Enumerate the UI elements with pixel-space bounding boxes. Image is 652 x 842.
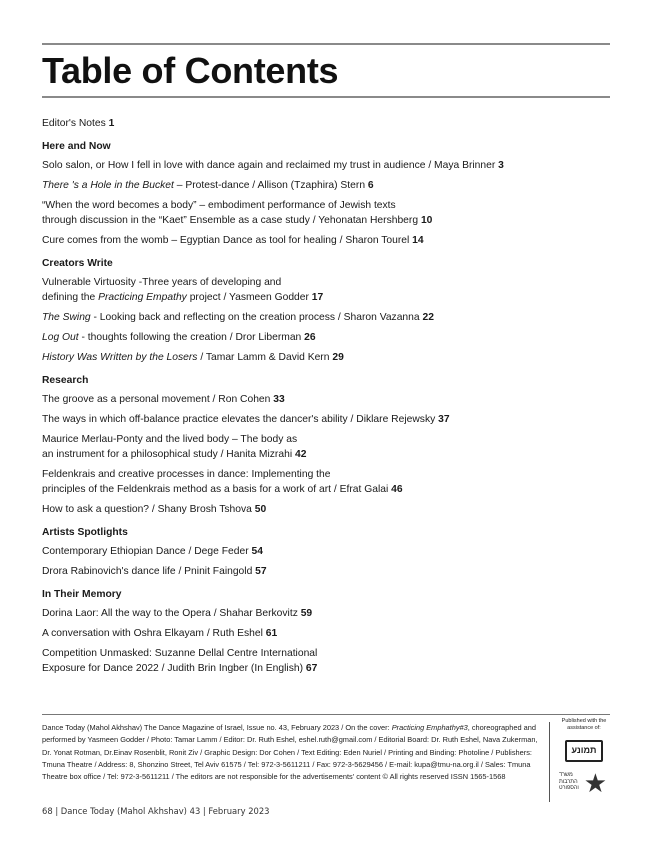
entry-title: Editor's Notes xyxy=(42,118,106,129)
page-number: 42 xyxy=(294,449,307,460)
section-heading: In Their Memory xyxy=(42,589,122,600)
page-title: Table of Contents xyxy=(42,50,339,91)
top-rule xyxy=(42,43,610,45)
colophon xyxy=(42,722,544,783)
toc-entry[interactable] xyxy=(42,606,612,621)
page-number: 14 xyxy=(412,235,424,246)
table-of-contents xyxy=(42,116,612,681)
page-number: 33 xyxy=(273,394,285,405)
sponsor-logos xyxy=(556,718,612,798)
page-number: 26 xyxy=(304,332,316,343)
toc-entry[interactable] xyxy=(42,392,612,407)
entry-text: Dorina Laor: All the way to the Opera / Shahar Berkovitz xyxy=(42,608,301,619)
toc-entry[interactable] xyxy=(42,544,612,559)
tmuna-logo: תמונע xyxy=(565,740,603,762)
entry-text: - thoughts following the creation / Dror Liberman xyxy=(78,332,305,343)
page-number: 3 xyxy=(498,160,504,171)
toc-entry[interactable] xyxy=(42,467,612,497)
entry-text: - Looking back and reflecting on the creation process / Sharon Vazanna xyxy=(90,312,423,323)
toc-entry[interactable] xyxy=(42,412,612,427)
toc-entry[interactable] xyxy=(42,275,612,305)
page-number: 6 xyxy=(367,180,374,191)
toc-entry[interactable] xyxy=(42,198,612,228)
entry-text: Exposure for Dance 2022 / Judith Brin Ingber (In English) xyxy=(42,663,306,674)
page-number: 61 xyxy=(265,628,278,639)
work-title: History Was Written by the Losers xyxy=(42,352,198,363)
entry-text: Contemporary Ethiopian Dance / Dege Feder xyxy=(42,546,252,557)
entry-text: A conversation with Oshra Elkayam / Ruth Eshel xyxy=(42,628,266,639)
entry-text: The ways in which off-balance practice elevates the dancer's ability / Diklare Rejewsky xyxy=(42,414,439,425)
entry-text: project / Yasmeen Godder xyxy=(186,292,312,303)
page-number: 22 xyxy=(422,312,434,323)
toc-entry[interactable] xyxy=(42,310,612,325)
toc-entry[interactable] xyxy=(42,502,612,517)
entry-text: The groove as a personal movement / Ron Cohen xyxy=(42,394,274,405)
page-number: 10 xyxy=(420,215,433,226)
toc-entry[interactable] xyxy=(42,158,612,173)
entry-text: through discussion in the “Kaet” Ensemble as a case study / Yehonatan Hershberg xyxy=(42,215,421,226)
page-number: 1 xyxy=(108,118,115,129)
ministry-name: משרד התרבות והספורט xyxy=(559,772,579,791)
sponsor-label: Published with the assistance of: xyxy=(561,718,607,731)
colophon-text-cont: , choreographed and performed by Yasmeen Godder / Photo: Tamar Lamm / Editor: Dr. Ruth Eshel, eshel.ruth@gmail.com / Editorial Board: Dr. Ruth Eshel, Nava Zukerman, Dr. Yonat Rotman, Dr.Einav Rosenblit, Ronit Ziv / Graphic Design: Dor Cohen / Text Editing: Eden Nuriel / Printing and Binding: Photoline / Publishers: Tmuna Theatre / Address: 8, Shonzino Street, Tel Aviv 61575 / Tel: 972-3-5611211 / Fax: 972-3-5629456 / E-mail: kupa@tmu-na.org.il / Sales: Tmuna Theatre box office / Tel: 972-3-5611211 / The editors are not responsible for the advertisements' content © All rights reserved ISSN 1565-1568 xyxy=(42,723,538,782)
entry-text: “When the word becomes a body” – embodiment performance of Jewish texts xyxy=(42,200,396,211)
entry-text: / Tamar Lamm & David Kern xyxy=(197,352,333,363)
toc-entry[interactable] xyxy=(42,646,612,676)
toc-entry[interactable] xyxy=(42,626,612,641)
toc-entry-editors-notes[interactable] xyxy=(42,116,612,131)
section-heading: Research xyxy=(42,375,89,386)
toc-entry[interactable] xyxy=(42,564,612,579)
toc-entry[interactable] xyxy=(42,178,612,193)
footer-rule xyxy=(42,714,610,715)
work-title: Log Out xyxy=(42,332,79,343)
entry-text: defining the xyxy=(42,292,99,303)
section-heading: Here and Now xyxy=(42,141,111,152)
page-footer: 68 | Dance Today (Mahol Akhshav) 43 | February 2023 xyxy=(42,806,270,816)
page-number: 57 xyxy=(255,566,267,577)
page-number: 17 xyxy=(311,292,324,303)
entry-text: Solo salon, or How I fell in love with dance again and reclaimed my trust in audience / Maya Brinner xyxy=(42,160,499,171)
star-icon: ★ xyxy=(583,768,607,798)
page-number: 54 xyxy=(251,546,263,557)
title-underline xyxy=(42,96,610,98)
entry-text: Competition Unmasked: Suzanne Dellal Centre International xyxy=(42,648,318,659)
page-number: 37 xyxy=(438,414,450,425)
work-title: The Swing xyxy=(42,312,91,323)
entry-text: Vulnerable Virtuosity -Three years of developing and xyxy=(42,277,282,288)
entry-text: Maurice Merlau-Ponty and the lived body – The body as xyxy=(42,434,298,445)
ministry-logo xyxy=(559,768,609,798)
entry-text: Drora Rabinovich's dance life / Pninit Faingold xyxy=(42,566,256,577)
work-title: Practicing Empathy xyxy=(98,292,187,303)
section-heading: Creators Write xyxy=(42,258,113,269)
entry-text: an instrument for a philosophical study / Hanita Mizrahi xyxy=(42,449,295,460)
colophon-text: Dance Today (Mahol Akhshav) The Dance Magazine of Israel, Issue no. 43, February 2023 / On the cover: xyxy=(42,723,392,732)
page-number: 29 xyxy=(332,352,344,363)
entry-text: – Protest-dance / Allison (Tzaphira) Stern xyxy=(173,180,368,191)
toc-entry[interactable] xyxy=(42,350,612,365)
work-title: There 's a Hole in the Bucket xyxy=(42,180,174,191)
toc-entry[interactable] xyxy=(42,432,612,462)
entry-text: How to ask a question? / Shany Brosh Tshova xyxy=(42,504,255,515)
entry-text: principles of the Feldenkrais method as a basis for a work of art / Efrat Galai xyxy=(42,484,392,495)
entry-text: Cure comes from the womb – Egyptian Dance as tool for healing / Sharon Tourel xyxy=(42,235,413,246)
page-number: 67 xyxy=(305,663,318,674)
toc-entry[interactable] xyxy=(42,330,612,345)
cover-title: Practicing Emphathy#3 xyxy=(391,723,468,732)
page-number: 59 xyxy=(300,608,313,619)
divider xyxy=(549,722,550,802)
page-number: 46 xyxy=(391,484,403,495)
toc-entry[interactable] xyxy=(42,233,612,248)
section-heading: Artists Spotlights xyxy=(42,527,128,538)
entry-text: Feldenkrais and creative processes in dance: Implementing the xyxy=(42,469,331,480)
page-number: 50 xyxy=(254,504,267,515)
